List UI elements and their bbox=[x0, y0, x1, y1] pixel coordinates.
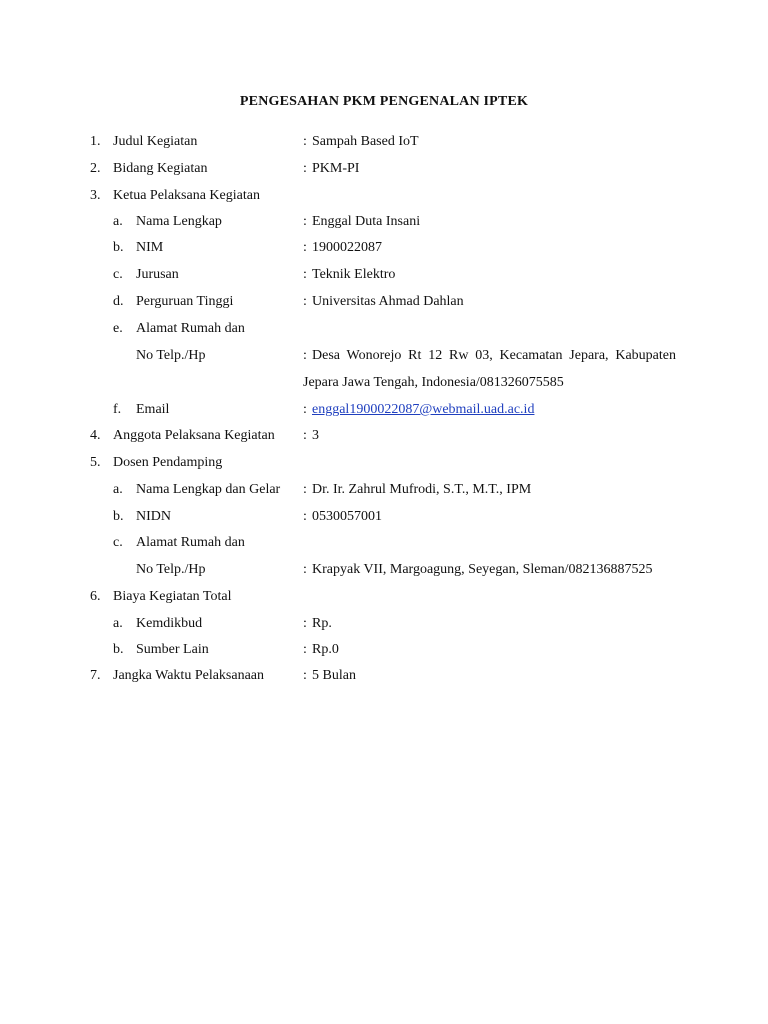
field-label: Alamat Rumah dan bbox=[136, 321, 245, 336]
field-label: Kemdikbud bbox=[136, 616, 203, 631]
field-label: Anggota Pelaksana Kegiatan bbox=[113, 428, 275, 443]
field-label: Perguruan Tinggi bbox=[136, 294, 234, 309]
colon-separator: : bbox=[303, 509, 307, 524]
field-value: Sampah Based IoT bbox=[312, 134, 419, 149]
field-label: Email bbox=[136, 402, 170, 417]
field-row-ketua-alamat bbox=[0, 346, 768, 366]
sub-item-letter: a. bbox=[113, 482, 123, 497]
section-label: Ketua Pelaksana Kegiatan bbox=[113, 188, 260, 203]
field-label: Jurusan bbox=[136, 267, 179, 282]
sub-item-letter: b. bbox=[113, 509, 124, 524]
field-label: Bidang Kegiatan bbox=[113, 161, 208, 176]
sub-item-letter: a. bbox=[113, 616, 123, 631]
field-value: 5 Bulan bbox=[312, 668, 356, 683]
section-label: Biaya Kegiatan Total bbox=[113, 589, 232, 604]
colon-separator: : bbox=[303, 616, 307, 631]
field-value: Desa Wonorejo Rt 12 Rw 03, Kecamatan Jepara, Kabupaten bbox=[312, 348, 676, 363]
field-value: Teknik Elektro bbox=[312, 267, 396, 282]
colon-separator: : bbox=[303, 482, 307, 497]
field-label-continued: No Telp./Hp bbox=[136, 562, 206, 577]
colon-separator: : bbox=[303, 214, 307, 229]
field-value: PKM-PI bbox=[312, 161, 360, 176]
field-value: 0530057001 bbox=[312, 509, 382, 524]
sub-item-letter: c. bbox=[113, 267, 123, 282]
field-value: Krapyak VII, Margoagung, Seyegan, Sleman/082136887525 bbox=[312, 562, 653, 577]
field-label: Alamat Rumah dan bbox=[136, 535, 245, 550]
item-number: 4. bbox=[90, 428, 101, 443]
colon-separator: : bbox=[303, 428, 307, 443]
sub-item-letter: f. bbox=[113, 402, 122, 417]
field-label-continued: No Telp./Hp bbox=[136, 348, 206, 363]
section-label: Dosen Pendamping bbox=[113, 455, 223, 470]
sub-item-letter: d. bbox=[113, 294, 124, 309]
item-number: 2. bbox=[90, 161, 101, 176]
colon-separator: : bbox=[303, 562, 307, 577]
field-value: Dr. Ir. Zahrul Mufrodi, S.T., M.T., IPM bbox=[312, 482, 532, 497]
sub-item-letter: b. bbox=[113, 240, 124, 255]
field-label: Jangka Waktu Pelaksanaan bbox=[113, 668, 265, 683]
item-number: 7. bbox=[90, 668, 101, 683]
colon-separator: : bbox=[303, 294, 307, 309]
item-number: 5. bbox=[90, 455, 101, 470]
field-value: Rp.0 bbox=[312, 642, 339, 657]
field-label: Judul Kegiatan bbox=[113, 134, 198, 149]
colon-separator: : bbox=[303, 134, 307, 149]
item-number: 6. bbox=[90, 589, 101, 604]
colon-separator: : bbox=[303, 161, 307, 176]
page-title: PENGESAHAN PKM PENGENALAN IPTEK bbox=[239, 94, 529, 109]
colon-separator: : bbox=[303, 267, 307, 282]
field-label: NIM bbox=[136, 240, 164, 255]
field-value: 1900022087 bbox=[312, 240, 382, 255]
field-value: Rp. bbox=[312, 616, 332, 631]
item-number: 1. bbox=[90, 134, 101, 149]
field-label: Nama Lengkap dan Gelar bbox=[136, 482, 281, 497]
field-value-continued: Jepara Jawa Tengah, Indonesia/081326075585 bbox=[303, 375, 564, 390]
email-link[interactable]: enggal1900022087@webmail.uad.ac.id bbox=[312, 402, 535, 417]
colon-separator: : bbox=[303, 668, 307, 683]
field-label: NIDN bbox=[136, 509, 171, 524]
field-value: Universitas Ahmad Dahlan bbox=[312, 294, 464, 309]
field-value: Enggal Duta Insani bbox=[312, 214, 421, 229]
field-label: Nama Lengkap bbox=[136, 214, 222, 229]
colon-separator: : bbox=[303, 402, 307, 417]
item-number: 3. bbox=[90, 188, 101, 203]
sub-item-letter: b. bbox=[113, 642, 124, 657]
colon-separator: : bbox=[303, 240, 307, 255]
sub-item-letter: c. bbox=[113, 535, 123, 550]
colon-separator: : bbox=[303, 348, 307, 363]
colon-separator: : bbox=[303, 642, 307, 657]
sub-item-letter: a. bbox=[113, 214, 123, 229]
field-label: Sumber Lain bbox=[136, 642, 209, 657]
field-value: 3 bbox=[312, 428, 319, 443]
sub-item-letter: e. bbox=[113, 321, 123, 336]
